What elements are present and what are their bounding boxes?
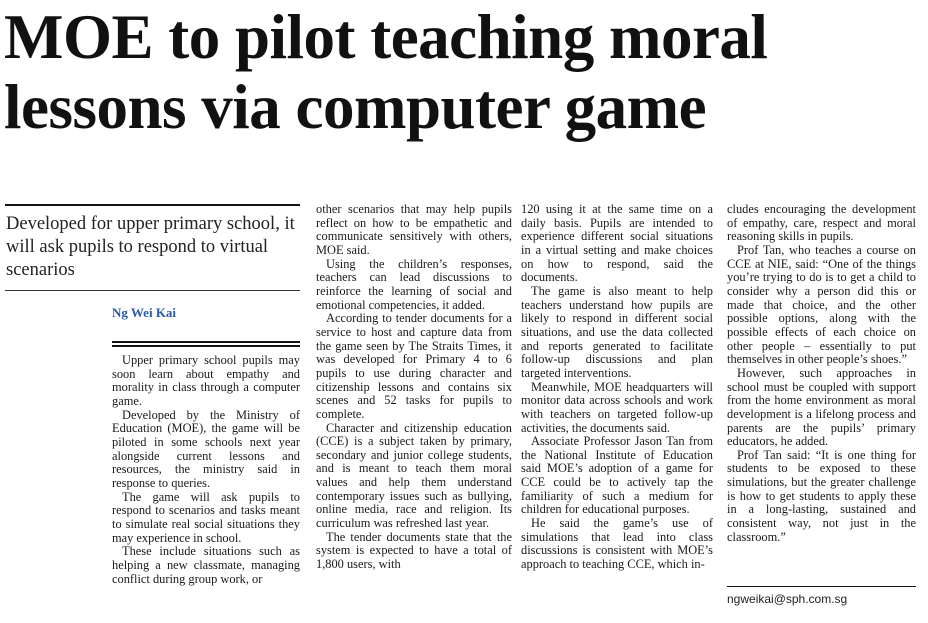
standfirst-top-rule — [5, 204, 300, 206]
standfirst-bottom-rule — [5, 290, 300, 291]
paragraph: other scenarios that may help pupils reflect on how to be empathetic and communicate sensitively with others, MOE said. — [316, 202, 512, 257]
paragraph: Using the children’s responses, teachers can lead discussions to reinforce the learning of social and emotional competencies, it added. — [316, 256, 512, 312]
article-column-1 — [112, 354, 300, 586]
paragraph: Meanwhile, MOE headquarters will monitor data across schools and work with teachers on targeted follow-up activities, the documents said. — [521, 379, 713, 435]
paragraph: According to tender documents for a service to host and capture data from the game seen by The Straits Times, it was developed for Primary 4 to 6 pupils to use during character and citizenship lessons and contains six scenes and 52 tasks for pupils to complete. — [316, 311, 512, 421]
paragraph: 120 using it at the same time on a daily basis. Pupils are intended to experience different social situations in a virtual setting and make choices on how to respond, said the documents. — [521, 202, 713, 285]
paragraph: However, such approaches in school must be coupled with support from the home environment as moral development is a lifelong process and parents are the pupils’ primary educators, he added. — [727, 365, 916, 449]
paragraph: These include situations such as helping a new classmate, managing conflict during group work, or — [112, 544, 300, 586]
headline: MOE to pilot teaching moral lessons via computer game — [4, 2, 768, 142]
end-rule — [727, 586, 916, 587]
paragraph: Prof Tan said: “It is one thing for students to be exposed to these simulations, but the greater challenge is how to get students to apply these in a long-lasting, sustained and consistent way, not just in the classroom.” — [727, 447, 916, 544]
byline-double-rule — [112, 341, 300, 347]
paragraph: Developed by the Ministry of Education (MOE), the game will be piloted in some schools next year alongside current lessons and resources, the ministry said in response to queries. — [112, 407, 300, 490]
paragraph: Character and citizenship education (CCE) is a subject taken by primary, secondary and junior college students, and is meant to teach them moral values and help them understand contemporary issues such as bullying, online media, race and religion. Its curriculum was refreshed last year. — [316, 420, 512, 531]
paragraph: Associate Professor Jason Tan from the National Institute of Education said MOE’s adoption of a game for CCE could be to actively tap the familiarity of such a medium for children for educational purposes. — [521, 434, 713, 517]
author-email: ngweikai@sph.com.sg — [727, 592, 848, 606]
paragraph: He said the game’s use of simulations that lead into class discussions is consistent with MOE’s approach to teaching CCE, which in- — [521, 516, 713, 572]
paragraph: The game is also meant to help teachers understand how pupils are likely to respond in different social situations, and use the data collected and reports generated to facilitate follow-up discussions and plan targeted interventions. — [521, 283, 713, 380]
byline: Ng Wei Kai — [112, 305, 177, 320]
paragraph: Upper primary school pupils may soon learn about empathy and morality in class through a computer game. — [112, 353, 300, 408]
paragraph: Prof Tan, who teaches a course on CCE at NIE, said: “One of the things you’re trying to do is to get a child to consider why a person did this or made that choice, and the other possible options, along with the possible effects of each choice on other people – essentially to put themselves in other people’s shoes.” — [727, 242, 916, 367]
paragraph: The game will ask pupils to respond to scenarios and tasks meant to simulate real social situations they may experience in school. — [112, 489, 300, 545]
article-column-2 — [316, 203, 512, 572]
paragraph: cludes encouraging the development of empathy, care, respect and moral reasoning skills in pupils. — [727, 202, 916, 244]
article-column-4 — [727, 203, 916, 544]
article-column-3 — [521, 203, 713, 572]
paragraph: The tender documents state that the system is expected to have a total of 1,800 users, with — [316, 529, 512, 572]
standfirst: Developed for upper primary school, it will ask pupils to respond to virtual scenarios — [6, 214, 295, 280]
